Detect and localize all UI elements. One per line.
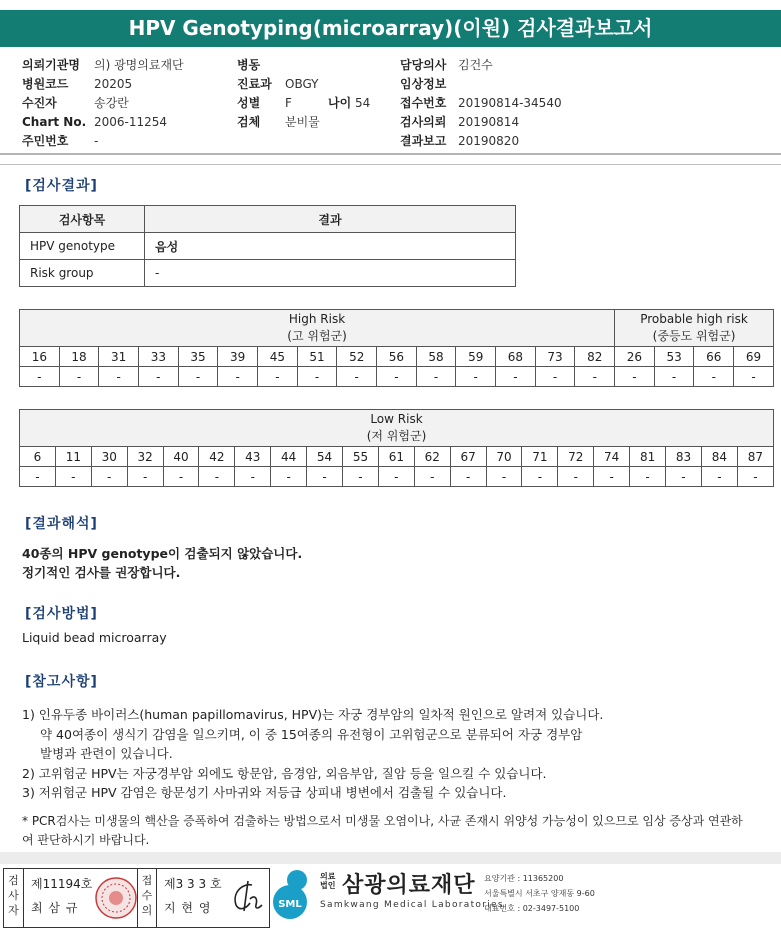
info-row [22, 75, 184, 94]
result-row [20, 467, 774, 487]
genotype-cell: - [734, 367, 774, 387]
genotype-cell: 44 [271, 447, 307, 467]
info-value: 김건수 [458, 58, 493, 72]
info-label: 결과보고 [400, 134, 447, 148]
genotype-cell: 42 [199, 447, 235, 467]
probable-risk-sublabel: (중등도 위험군) [652, 329, 736, 343]
genotype-cell: - [654, 367, 694, 387]
info-column-3 [400, 56, 562, 151]
genotype-cell: 18 [59, 347, 99, 367]
info-value: 2006-11254 [94, 115, 168, 129]
genotype-cell: - [575, 367, 615, 387]
genotype-cell: 58 [416, 347, 456, 367]
info-value: 20190814-34540 [458, 96, 562, 110]
age-value: 54 [355, 96, 371, 110]
genotype-cell: - [737, 467, 773, 487]
genotype-cell: 73 [535, 347, 575, 367]
info-label: 의뢰기관명 [22, 58, 80, 72]
info-label: 주민번호 [22, 134, 69, 148]
genotype-cell: 53 [654, 347, 694, 367]
low-risk-label: Low Risk [370, 412, 423, 426]
genotype-cell: - [99, 367, 139, 387]
info-value: 20190820 [458, 134, 520, 148]
info-row [400, 56, 562, 75]
low-risk-header [20, 410, 774, 447]
lab-name-english: Samkwang Medical Laboratories [320, 900, 504, 910]
info-label: 성별 [237, 96, 261, 110]
result-item: HPV genotype [20, 233, 145, 260]
info-row [22, 132, 184, 151]
note-line: 1) 인유두종 바이러스(human papillomavirus, HPV)는 자궁 경부암의 일차적 원인으로 알려져 있습니다. [22, 707, 604, 722]
genotype-cell: 16 [20, 347, 60, 367]
genotype-cell: - [701, 467, 737, 487]
result-header-item: 검사항목 [20, 206, 145, 233]
genotype-cell: - [163, 467, 199, 487]
info-row [237, 56, 370, 75]
lab-org-number: 요양기관 : 11365200 [484, 874, 564, 883]
genotype-cell: - [377, 367, 417, 387]
genotype-cell: - [235, 467, 271, 487]
genotype-cell: - [666, 467, 702, 487]
section-title-result: [검사결과] [25, 178, 98, 194]
genotype-cell: - [450, 467, 486, 487]
info-label: 병원코드 [22, 77, 69, 91]
probable-risk-label: Probable high risk [640, 312, 748, 326]
genotype-cell: 74 [594, 447, 630, 467]
genotype-cell: 62 [414, 447, 450, 467]
info-label: 임상정보 [400, 77, 447, 91]
probable-risk-header [615, 310, 774, 347]
genotype-cell: - [486, 467, 522, 487]
info-row [237, 94, 370, 113]
genotype-cell: 66 [694, 347, 734, 367]
genotype-cell: - [91, 467, 127, 487]
genotype-cell: 43 [235, 447, 271, 467]
genotype-cell: - [343, 467, 379, 487]
info-column-2 [237, 56, 370, 132]
genotype-cell: 31 [99, 347, 139, 367]
info-label: 수진자 [22, 96, 57, 110]
info-value: OBGY [285, 77, 319, 91]
genotype-cell: - [522, 467, 558, 487]
info-row [400, 113, 562, 132]
report-title: HPV Genotyping(microarray)(이원) 검사결과보고서 [0, 10, 781, 47]
result-row [20, 367, 774, 387]
examiner-label-text: 검 사 자 [8, 874, 19, 917]
result-table [19, 205, 516, 287]
info-row [400, 94, 562, 113]
info-label: 담당의사 [400, 58, 447, 72]
genotype-cell: 56 [377, 347, 417, 367]
genotype-cell: 32 [127, 447, 163, 467]
genotype-cell: - [258, 367, 298, 387]
genotype-cell: 54 [307, 447, 343, 467]
genotype-cell: - [307, 467, 343, 487]
lab-corp-label [320, 872, 340, 890]
high-risk-header [20, 310, 615, 347]
result-item: Risk group [20, 260, 145, 287]
info-row [22, 113, 184, 132]
genotype-cell: 6 [20, 447, 56, 467]
genotype-cell: 33 [139, 347, 179, 367]
signature-icon [224, 875, 266, 919]
info-label: 검체 [237, 115, 261, 129]
interpretation-line: 40종의 HPV genotype이 검출되지 않았습니다. [22, 546, 303, 561]
info-divider-thin [0, 164, 781, 165]
section-title-interpretation: [결과해석] [25, 516, 98, 532]
examiner-license: 제11194호 [31, 877, 93, 891]
info-row [400, 132, 562, 151]
confirmer-name: 지 현 영 [164, 901, 212, 915]
genotype-cell: - [297, 367, 337, 387]
genotype-cell: - [20, 367, 60, 387]
info-row [22, 94, 184, 113]
interpretation-text [22, 544, 302, 582]
lab-corp-text: 의료 법인 [320, 872, 336, 890]
risk-header-row [20, 310, 774, 347]
info-value: 송강란 [94, 96, 129, 110]
genotype-cell: - [178, 367, 218, 387]
method-text: Liquid bead microarray [22, 630, 167, 645]
genotype-cell: - [337, 367, 377, 387]
genotype-cell: 55 [343, 447, 379, 467]
info-value: 20190814 [458, 115, 520, 129]
info-column-1 [22, 56, 184, 151]
risk-header-row [20, 410, 774, 447]
info-row [237, 113, 370, 132]
note-line: 2) 고위험군 HPV는 자궁경부암 외에도 항문암, 음경암, 외음부암, 질암 등을 일으킬 수 있습니다. [22, 765, 547, 781]
genotype-cell: - [414, 467, 450, 487]
note-line: 발병과 관련이 있습니다. [40, 746, 173, 761]
genotype-cell: - [20, 467, 56, 487]
genotype-row [20, 347, 774, 367]
low-risk-table [19, 409, 774, 487]
genotype-cell: 68 [496, 347, 536, 367]
genotype-cell: - [496, 367, 536, 387]
genotype-cell: 35 [178, 347, 218, 367]
genotype-cell: 83 [666, 447, 702, 467]
table-row [20, 233, 516, 260]
genotype-cell: 87 [737, 447, 773, 467]
result-header-result: 결과 [145, 206, 516, 233]
genotype-cell: 51 [297, 347, 337, 367]
genotype-cell: - [378, 467, 414, 487]
info-value: 분비물 [285, 115, 320, 129]
genotype-cell: 26 [615, 347, 655, 367]
genotype-cell: - [127, 467, 163, 487]
lab-name: 삼광의료재단 [342, 873, 476, 898]
genotype-cell: 81 [630, 447, 666, 467]
signature-box [3, 868, 270, 928]
info-label: 병동 [237, 58, 261, 72]
info-value: 의) 광명의료재단 [94, 58, 184, 72]
note-line: 약 40여종이 생식기 감염을 일으키며, 이 중 15여종의 유전형이 고위험군으로 분류되어 자궁 경부암 [40, 726, 583, 742]
genotype-cell: - [271, 467, 307, 487]
genotype-cell: 30 [91, 447, 127, 467]
sml-logo-icon [270, 868, 318, 920]
result-header-row [20, 206, 516, 233]
genotype-cell: 52 [337, 347, 377, 367]
info-label: 접수번호 [400, 96, 447, 110]
pcr-footnote: * PCR검사는 미생물의 핵산을 증폭하여 검출하는 방법으로서 미생물 오염이나, 사균 존재시 위양성 가능성이 있으므로 임상 증상과 연관하여 판단하시기 바랍니다. [22, 814, 743, 847]
genotype-cell: - [456, 367, 496, 387]
genotype-cell: - [416, 367, 456, 387]
info-row [400, 75, 562, 94]
info-value: - [94, 134, 99, 148]
genotype-cell: - [139, 367, 179, 387]
genotype-cell: 71 [522, 447, 558, 467]
section-title-reference: [참고사항] [25, 674, 98, 690]
genotype-cell: - [594, 467, 630, 487]
table-row [20, 260, 516, 287]
genotype-cell: 40 [163, 447, 199, 467]
info-divider [0, 153, 781, 155]
genotype-cell: 11 [55, 447, 91, 467]
confirmer-license: 제3 3 3 호 [164, 877, 222, 891]
info-value: 20205 [94, 77, 133, 91]
genotype-cell: 72 [558, 447, 594, 467]
high-risk-sublabel: (고 위험군) [287, 329, 347, 343]
high-risk-table [19, 309, 774, 387]
low-risk-sublabel: (저 위험군) [366, 429, 427, 443]
age-label: 나이 [328, 96, 352, 110]
genotype-cell: 69 [734, 347, 774, 367]
examiner-label [4, 869, 24, 927]
info-value: F [285, 96, 292, 110]
lab-address: 서울특별시 서초구 양재동 9-60 [484, 889, 595, 898]
interpretation-line: 정기적인 검사를 권장합니다. [22, 565, 181, 580]
genotype-cell: - [535, 367, 575, 387]
genotype-cell: 84 [701, 447, 737, 467]
genotype-cell: - [59, 367, 99, 387]
info-label: Chart No. [22, 115, 87, 129]
confirmer-label-text: 접 수 의 [141, 874, 153, 917]
confirmer-label [137, 869, 157, 927]
genotype-cell: - [694, 367, 734, 387]
examiner-seal-icon [94, 875, 138, 921]
note-line: 3) 저위험군 HPV 감염은 항문성기 사마귀와 저등급 상피내 병변에서 검출될 수 있습니다. [22, 785, 507, 800]
lab-contact [484, 871, 595, 916]
section-title-method: [검사방법] [25, 606, 98, 622]
genotype-cell: 82 [575, 347, 615, 367]
result-value: 음성 [145, 233, 516, 260]
genotype-cell: 45 [258, 347, 298, 367]
info-row [22, 56, 184, 75]
genotype-cell: 39 [218, 347, 258, 367]
genotype-cell: 59 [456, 347, 496, 367]
genotype-cell: 67 [450, 447, 486, 467]
examiner-name: 최 삼 규 [31, 901, 79, 915]
high-risk-label: High Risk [288, 312, 346, 326]
genotype-cell: 70 [486, 447, 522, 467]
info-label: 진료과 [237, 77, 272, 91]
genotype-cell: - [630, 467, 666, 487]
reference-notes [22, 705, 603, 803]
genotype-cell: 61 [378, 447, 414, 467]
footer-band [0, 852, 781, 864]
lab-phone: 대표번호 : 02-3497-5100 [484, 904, 580, 913]
genotype-cell: - [199, 467, 235, 487]
result-value: - [145, 260, 516, 287]
genotype-cell: - [615, 367, 655, 387]
info-row [237, 75, 370, 94]
genotype-cell: - [55, 467, 91, 487]
genotype-row [20, 447, 774, 467]
sml-logo-text: SML [278, 899, 302, 910]
genotype-cell: - [218, 367, 258, 387]
info-label: 검사의뢰 [400, 115, 447, 129]
genotype-cell: - [558, 467, 594, 487]
